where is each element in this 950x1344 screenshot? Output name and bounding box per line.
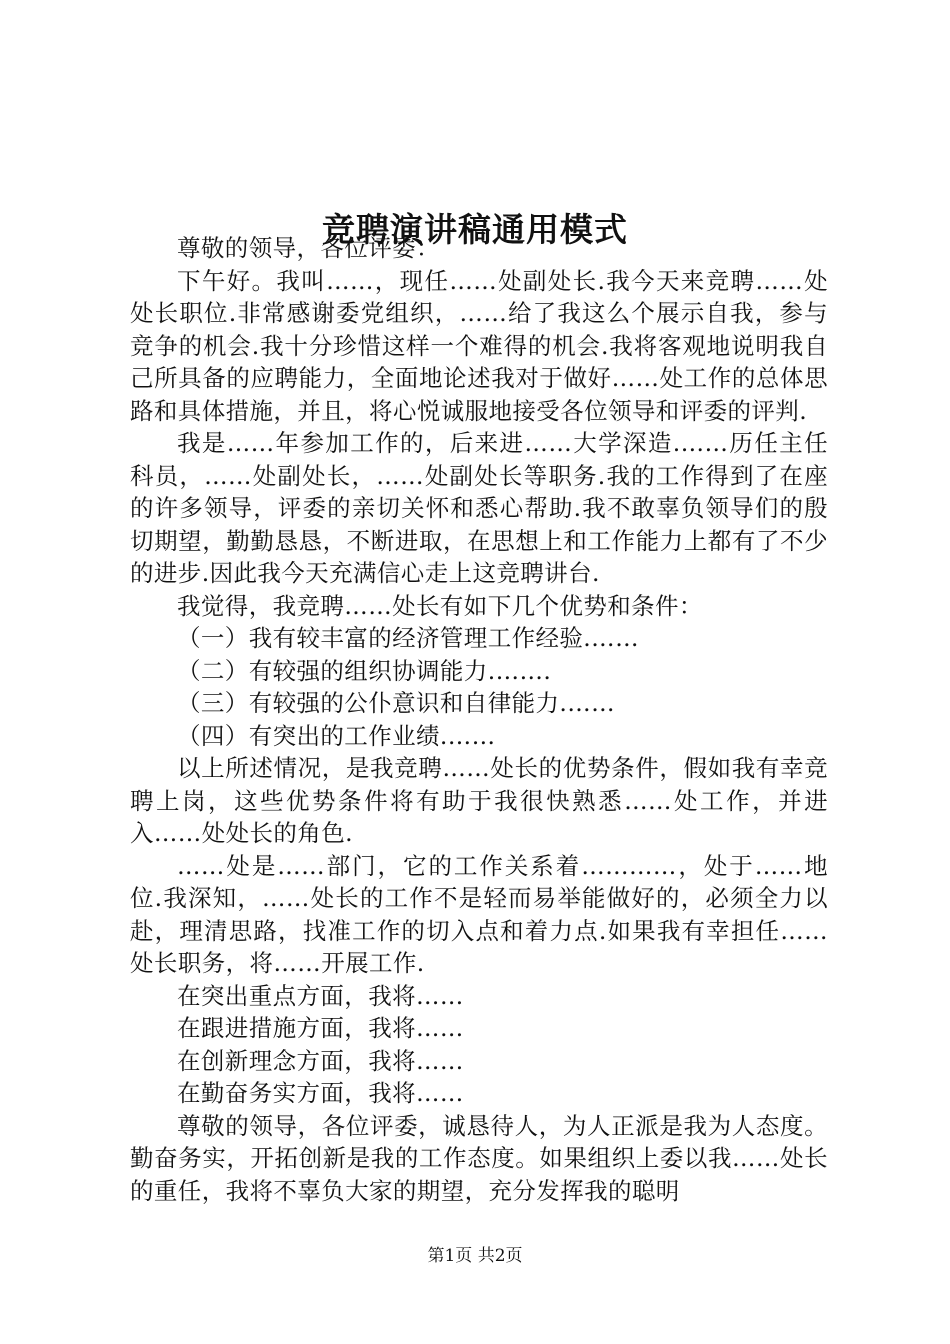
paragraph-closing: 尊敬的领导，各位评委，诚恳待人，为人正派是我为人态度。勤奋务实，开拓创新是我的工作态度。如果组织上委以我……处长的重任，我将不辜负大家的期望，充分发挥我的聪明 [130, 1111, 828, 1205]
paragraph-introduction: 下午好。我叫……，现任……处副处长.我今天来竞聘……处处长职位.非常感谢委党组织，……给了我这么个展示自我，参与竞争的机会.我十分珍惜这样一个难得的机会.我将客观地说明我自己所具备的应聘能力，全面地论述我对于做好……处工作的总体思路和具体措施，并且，将心悦诚服地接受各位领导和评委的评判. [130, 266, 828, 425]
advantage-item-3: （三）有较强的公仆意识和自律能力.…… [177, 689, 616, 717]
plan-item-4: 在勤奋务实方面，我将…… [177, 1079, 464, 1107]
advantage-item-1: （一）我有较丰富的经济管理工作经验.…… [177, 624, 639, 652]
paragraph-background: 我是……年参加工作的，后来进……大学深造.……历任主任科员，……处副处长，……处副处长等职务.我的工作得到了在座的许多领导，评委的亲切关怀和悉心帮助.我不敢辜负领导们的殷切期望，勤勤恳恳，不断进取，在思想上和工作能力上都有了不少的进步.因此我今天充满信心走上这竞聘讲台. [130, 429, 828, 587]
salutation: 尊敬的领导，各位评委： [177, 234, 440, 262]
plan-item-2: 在跟进措施方面，我将…… [177, 1014, 464, 1042]
paragraph-advantages-intro: 我觉得，我竞聘……处长有如下几个优势和条件： [177, 591, 703, 620]
plan-item-1: 在突出重点方面，我将…… [177, 981, 464, 1010]
advantage-item-2: （二）有较强的组织协调能力.……. [177, 656, 552, 685]
plan-item-3: 在创新理念方面，我将…… [177, 1046, 464, 1075]
document-title: 竞聘演讲稿通用模式 [322, 210, 628, 250]
page-footer: 第1页 共2页 [427, 1246, 523, 1266]
advantage-item-4: （四）有突出的工作业绩.…… [177, 721, 496, 750]
document-body [130, 232, 828, 1207]
paragraph-summary: 以上所述情况，是我竞聘……处长的优势条件，假如我有幸竞聘上岗，这些优势条件将有助于我很快熟悉……处工作，并进入……处处长的角色. [130, 754, 828, 847]
paragraph-work-plan: ……处是……部门，它的工作关系着…………，处于……地位.我深知，……处长的工作不是轻而易举能做好的，必须全力以赴，理清思路，找准工作的切入点和着力点.如果我有幸担任……处长职务，将……开展工作. [130, 851, 828, 977]
